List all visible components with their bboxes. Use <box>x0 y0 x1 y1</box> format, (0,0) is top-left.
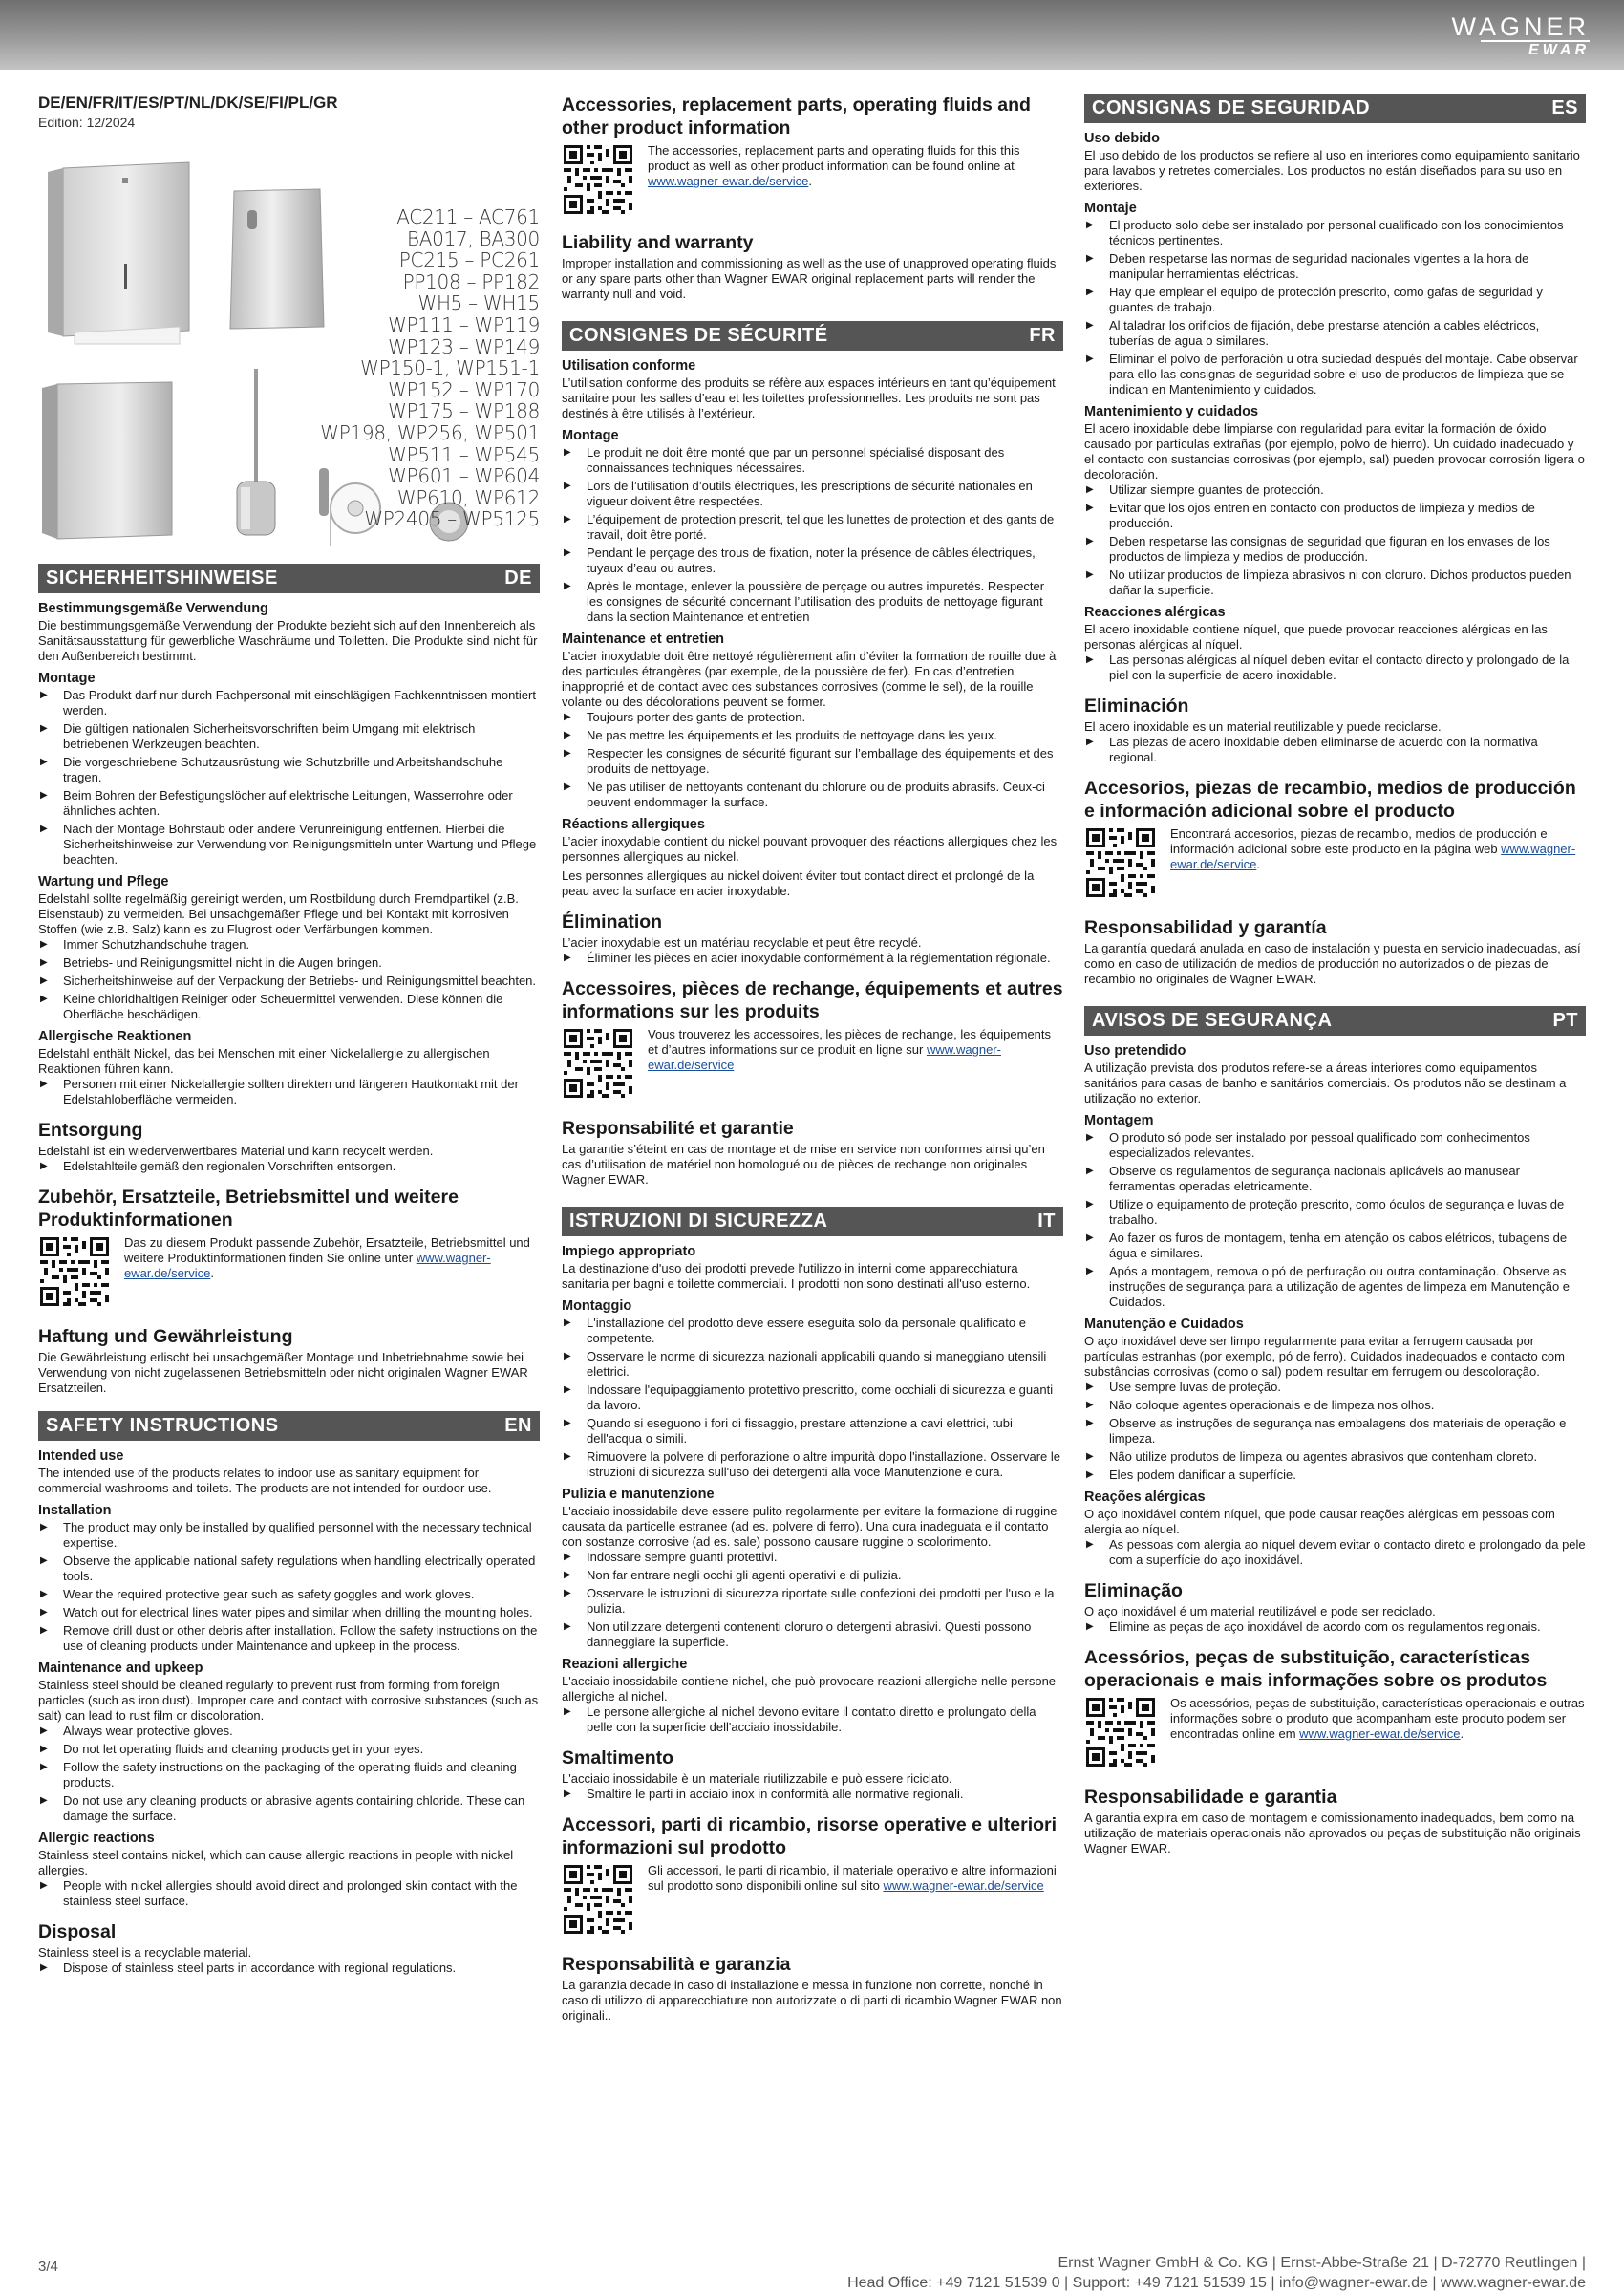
heading-allergy-en: Allergic reactions <box>38 1831 155 1846</box>
company-info <box>847 2253 1586 2293</box>
heading-accessories-es: Accesorios, piezas de recambio, medios de producción e información adicional sobre el producto <box>1084 778 1576 822</box>
list-item: ▶ Las piezas de acero inoxidable deben eliminarse de acuerdo con la normativa regional. <box>1084 735 1586 765</box>
logo-subwordmark: EWAR <box>1481 40 1590 59</box>
text-accessories-pt: Os acessórios, peças de substituição, características operacionais e outras informações sobre o produto que acompanham este produto podem ser encontradas online em www.wagner-ewar.de/service. <box>1170 1696 1585 1741</box>
heading-maintenance-it: Pulizia e manutenzione <box>562 1487 715 1502</box>
wagner-ewar-logo <box>1452 13 1591 59</box>
list-item: ▶ L’équipement de protection prescrit, tel que les lunettes de protection et des gants de travail, doit être porté. <box>562 512 1063 543</box>
heading-installation-fr: Montage <box>562 428 619 443</box>
heading-disposal-en: Disposal <box>38 1921 117 1942</box>
list-allergy-en <box>38 1878 540 1909</box>
service-block-pt <box>1084 1696 1586 1768</box>
list-item: ▶ Nach der Montage Bohrstaub oder andere Verunreinigung entfernen. Hierbei die Sicherheitshinweise zur Verwendung von Reinigungsmitteln unter Wartung und Pflege beachten. <box>38 822 540 868</box>
text-allergy-es: El acero inoxidable contiene níquel, que puede provocar reacciones alérgicas en las personas alérgicas al níquel. <box>1084 622 1548 652</box>
list-item: ▶ O produto só pode ser instalado por pessoal qualificado com conhecimentos especializados relevantes. <box>1084 1130 1586 1161</box>
list-installation-en <box>38 1520 540 1654</box>
list-item: ▶ Após a montagem, remova o pó de perfuração ou outra contaminação. Observe as instruções de segurança para a utilização de agentes de limpeza em Manutenção e Cuidados. <box>1084 1264 1586 1310</box>
model-number: WP601 – WP604 <box>388 464 540 488</box>
model-number: BA017, BA300 <box>406 226 540 250</box>
text-disposal-es: El acero inoxidable es un material reutilizable y puede reciclarse. <box>1084 719 1442 734</box>
list-item: ▶ People with nickel allergies should avoid direct and prolonged skin contact with the stainless steel surface. <box>38 1878 540 1909</box>
text-disposal-it: L'acciaio inossidabile è un materiale riutilizzabile e può essere riciclato. <box>562 1771 952 1786</box>
list-installation-fr <box>562 445 1063 625</box>
text-disposal-de: Edelstahl ist ein wiederverwertbares Material und kann recycelt werden. <box>38 1144 434 1158</box>
heading-disposal-fr: Élimination <box>562 911 663 932</box>
heading-maintenance-fr: Maintenance et entretien <box>562 632 725 647</box>
heading-liability-it: Responsabilità e garanzia <box>562 1954 791 1975</box>
list-item: ▶ Immer Schutzhandschuhe tragen. <box>38 937 540 953</box>
text-liability-pt: A garantia expira em caso de montagem e comissionamento inadequados, bem como na utilização de materiais operacionais não aprovados ou peças de substituição não originais Wagner EWAR. <box>1084 1811 1581 1855</box>
list-item: ▶ Rimuovere la polvere di perforazione o altre impurità dopo l'installazione. Osservare le istruzioni di sicurezza sull'uso dei detergenti alla voce Manutenzione e cura. <box>562 1449 1063 1480</box>
qr-code-icon[interactable] <box>562 1027 634 1100</box>
model-number: WP175 – WP188 <box>388 399 540 423</box>
service-link-it[interactable]: www.wagner-ewar.de/service <box>883 1878 1044 1893</box>
text-accessories-es: Encontrará accesorios, piezas de recambio, medios de producción e información adicional sobre este producto en la página web www.wagner-ewar.de/service. <box>1170 826 1576 871</box>
wall-cabinet-image <box>38 378 177 541</box>
text-liability-de: Die Gewährleistung erlischt bei unsachgemäßer Montage und Inbetriebnahme sowie bei Verwendung von nicht zugelassenen Betriebsmitteln oder nicht originalen Wagner EWAR Ersatzteilen. <box>38 1350 528 1395</box>
list-item: ▶ The product may only be installed by qualified personnel with the necessary technical expertise. <box>38 1520 540 1551</box>
text-accessories-it: Gli accessori, le parti di ricambio, il materiale operativo e altre informazioni sul prodotto sono disponibili online sul sito www.wagner-ewar.de/service <box>648 1863 1057 1893</box>
column-left <box>38 94 540 1979</box>
heading-liability-pt: Responsabilidade e garantia <box>1084 1787 1337 1808</box>
product-images <box>38 139 540 550</box>
model-number: WP123 – WP149 <box>388 334 540 358</box>
list-item: ▶ Remove drill dust or other debris after installation. Follow the safety instructions on the use of cleaning products under Maintenance and upkeep in the process. <box>38 1623 540 1654</box>
text-disposal-pt: O aço inoxidável é um material reutilizável e pode ser reciclado. <box>1084 1604 1436 1618</box>
list-item: ▶ Osservare le norme di sicurezza nazionali applicabili quando si maneggiano utensili elettrici. <box>562 1349 1063 1380</box>
text-intended-use-it: La destinazione d'uso dei prodotti prevede l'utilizzo in interni come apparecchiatura sanitaria per bagni e toilette commerciali. I prodotti non sono destinati all'uso esterno. <box>562 1261 1031 1291</box>
list-item: ▶ Betriebs- und Reinigungsmittel nicht in die Augen bringen. <box>38 955 540 971</box>
list-item: ▶ Keine chloridhaltigen Reiniger oder Scheuermittel verwenden. Diese können die Oberfläche beschädigen. <box>38 992 540 1022</box>
service-link-de[interactable]: www.wagner-ewar.de/service <box>124 1251 491 1280</box>
model-number: WH5 – WH15 <box>417 291 540 315</box>
model-number: WP198, WP256, WP501 <box>320 420 540 444</box>
list-disposal-it <box>562 1787 1063 1802</box>
heading-accessories-de: Zubehör, Ersatzteile, Betriebsmittel und weitere Produktinformationen <box>38 1187 459 1231</box>
list-item: ▶ Use sempre luvas de proteção. <box>1084 1380 1586 1395</box>
list-item: ▶ Always wear protective gloves. <box>38 1724 540 1739</box>
heading-liability-fr: Responsabilité et garantie <box>562 1118 794 1139</box>
text-liability-it: La garanzia decade in caso di installazione e messa in funzione non corrette, nonché in caso di utilizzo di apparecchiature non autorizzate o di parti di ricambio Wagner EWAR non originali.. <box>562 1978 1062 2023</box>
heading-intended-use-en: Intended use <box>38 1448 124 1464</box>
list-allergy-pt <box>1084 1537 1586 1568</box>
model-number: WP150-1, WP151-1 <box>360 356 540 380</box>
list-item: ▶ Observe as instruções de segurança nas embalagens dos materiais de operação e limpeza. <box>1084 1416 1586 1447</box>
list-item: ▶ Ne pas utiliser de nettoyants contenant du chlorure ou de produits abrasifs. Ceux-ci peuvent endommager la surface. <box>562 780 1063 810</box>
list-item: ▶ Utilize o equipamento de proteção prescrito, como óculos de segurança e luvas de trabalho. <box>1084 1197 1586 1228</box>
heading-intended-use-es: Uso debido <box>1084 131 1160 146</box>
heading-disposal-de: Entsorgung <box>38 1120 143 1141</box>
list-item: ▶ Le persone allergiche al nichel devono evitare il contatto diretto e prolungato della pelle con la superficie dell'acciaio inossidabile. <box>562 1704 1063 1735</box>
text-intended-use-de: Die bestimmungsgemäße Verwendung der Produkte bezieht sich auf den Innenbereich als Sanitätsausstattung für gewerbliche Waschräume und Toiletten. Die Produkte sind nicht für den Außenbereich bestimmt. <box>38 618 538 663</box>
text-intended-use-en: The intended use of the products relates to indoor use as sanitary equipment for commercial washrooms and toilets. The products are not intended for outdoor use. <box>38 1466 492 1495</box>
text-maintenance-es: El acero inoxidable debe limpiarse con regularidad para evitar la formación de óxido causado por partículas extrañas (por ejemplo, polvo de hierro). Un cuidado inadecuado y el contacto con sustancias corrosivas (por ejemplo, sal) pueden provocar corrosión ligera o decoloración. <box>1084 421 1585 482</box>
company-address: Ernst Wagner GmbH & Co. KG | Ernst-Abbe-Straße 21 | D-72770 Reutlingen | <box>1058 2255 1586 2271</box>
section-header-it: ISTRUZIONI DI SICUREZZA IT <box>562 1207 1063 1236</box>
text-maintenance-pt: O aço inoxidável deve ser limpo regularmente para evitar a ferrugem causada por partículas estranhas (por exemplo, pó de ferro). Cuidados inadequados e contacto com substâncias corrosivas (como o sal) podem resultar em ferrugem ou descoloração. <box>1084 1334 1565 1379</box>
section-header-es: CONSIGNAS DE SEGURIDAD ES <box>1084 94 1586 123</box>
text-liability-es: La garantía quedará anulada en caso de instalación y puesta en servicio inadecuadas, así como en caso de utilización de medios de producción no autorizados o de piezas de recambio no originales de Wagner EWAR. <box>1084 941 1581 986</box>
heading-installation-de: Montage <box>38 671 96 686</box>
list-item: ▶ Deben respetarse las consignas de seguridad que figuran en los envases de los productos de limpieza y medios de producción. <box>1084 534 1586 565</box>
text-intended-use-fr: L’utilisation conforme des produits se réfère aux espaces intérieurs en tant qu’équipement sanitaire pour les salles d’eau et les toilettes professionnelles. Les produits ne sont pas destinés à être utilisés à l’extérieur. <box>562 375 1056 420</box>
heading-intended-use-it: Impiego appropriato <box>562 1244 696 1259</box>
heading-liability-es: Responsabilidad y garantía <box>1084 917 1327 938</box>
heading-maintenance-pt: Manutenção e Cuidados <box>1084 1317 1244 1332</box>
model-number: WP152 – WP170 <box>388 377 540 401</box>
list-item: ▶ Indossare l'equipaggiamento protettivo prescritto, come occhiali di sicurezza e guanti da lavoro. <box>562 1382 1063 1413</box>
list-item: ▶ Éliminer les pièces en acier inoxydable conformément à la réglementation régionale. <box>562 951 1063 966</box>
list-installation-it <box>562 1316 1063 1480</box>
text-accessories-fr: Vous trouverez les accessoires, les pièces de rechange, les équipements et d’autres informations sur ce produit en ligne sur www.wagner-ewar.de/service <box>648 1027 1052 1072</box>
model-number: PP108 – PP182 <box>402 269 540 293</box>
heading-installation-es: Montaje <box>1084 201 1137 216</box>
list-maintenance-de <box>38 937 540 1022</box>
text-maintenance-en: Stainless steel should be cleaned regularly to prevent rust from forming from foreign particles (such as iron dust). Improper care and contact with corrosive substances (such as salt) can lead to rust film or discoloration. <box>38 1678 539 1723</box>
list-item: ▶ Do not let operating fluids and cleaning products get in your eyes. <box>38 1742 540 1757</box>
heading-accessories-pt: Acessórios, peças de substituição, características operacionais e mais informações sobre os produtos <box>1084 1647 1548 1691</box>
list-item: ▶ Quando si eseguono i fori di fissaggio, prestare attenzione a cavi elettrici, tubi dell'acqua o simili. <box>562 1416 1063 1447</box>
model-number: WP610, WP612 <box>396 485 540 509</box>
list-installation-es <box>1084 218 1586 397</box>
list-item: ▶ Après le montage, enlever la poussière de perçage ou autres impuretés. Respecter les consignes de sécurité concernant l’utilisation des produits de nettoyage figurant dans la section Maintenance et entretien <box>562 579 1063 625</box>
service-link-en[interactable]: www.wagner-ewar.de/service <box>648 174 809 188</box>
list-item: ▶ Lors de l’utilisation d’outils électriques, les prescriptions de sécurité nationales en vigueur doivent être respectées. <box>562 479 1063 509</box>
model-number: WP511 – WP545 <box>388 442 540 466</box>
list-item: ▶ Las personas alérgicas al níquel deben evitar el contacto directo y prolongado de la piel con la superficie de acero inoxidable. <box>1084 653 1586 683</box>
list-maintenance-pt <box>1084 1380 1586 1483</box>
text-liability-en: Improper installation and commissioning as well as the use of unapproved operating fluids or any spare parts other than Wagner EWAR original replacement parts will render the warranty null and void. <box>562 256 1057 301</box>
text-maintenance-de: Edelstahl sollte regelmäßig gereinigt werden, um Rostbildung durch Fremdpartikel (z.B. Eisenstaub) zu vermeiden. Bei unsachgemäßer Pflege und bei Kontakt mit korrosiven Stoffen (wie z.B. Salz) kann es zu Flugrost oder Verfärbungen kommen. <box>38 891 519 936</box>
text-maintenance-fr: L’acier inoxydable doit être nettoyé régulièrement afin d’éviter la formation de rouille due à des particules étrangères (par exemple, de la poussière de fer). En cas d’entretien inapproprié et de contact avec des substances corrosives (comme le sel), de la rouille volante ou des décolorations peuvent se former. <box>562 649 1057 709</box>
qr-code-icon[interactable] <box>562 1863 634 1936</box>
heading-installation-pt: Montagem <box>1084 1113 1154 1128</box>
list-item: ▶ Pendant le perçage des trous de fixation, noter la présence de câbles électriques, tuyaux d’eau ou autres. <box>562 546 1063 576</box>
list-item: ▶ Edelstahlteile gemäß den regionalen Vorschriften entsorgen. <box>38 1159 540 1174</box>
service-block-en <box>562 143 1063 216</box>
model-number: AC211 – AC761 <box>396 205 540 228</box>
list-item: ▶ Observe the applicable national safety regulations when handling electrically operated tools. <box>38 1554 540 1584</box>
qr-code-icon[interactable] <box>38 1235 111 1308</box>
column-right <box>1084 94 1586 1856</box>
list-item: ▶ Smaltire le parti in acciaio inox in conformità alle normative regionali. <box>562 1787 1063 1802</box>
list-item: ▶ Respecter les consignes de sécurité figurant sur l’emballage des équipements et des produits de nettoyage. <box>562 746 1063 777</box>
text-liability-fr: La garantie s’éteint en cas de montage et de mise en service non conformes ainsi qu’en cas d’utilisation de matériel non homologué ou de pièces de rechange non originales Wagner EWAR. <box>562 1142 1045 1187</box>
toilet-brush-holder-image <box>227 369 285 550</box>
text-maintenance-it: L'acciaio inossidabile deve essere pulito regolarmente per evitare la formazione di ruggine causata da particelle estranee (ad es. polvere di ferro). Una cura inadeguata e il contatto con sostanze corrosive (ad es. sale) possono causare ruggine o scolorimento. <box>562 1504 1058 1549</box>
section-header-de: SICHERHEITSHINWEISE DE <box>38 564 540 593</box>
list-disposal-es <box>1084 735 1586 765</box>
service-block-de <box>38 1235 540 1308</box>
model-number: WP111 – WP119 <box>388 312 540 336</box>
list-installation-pt <box>1084 1130 1586 1310</box>
list-item: ▶ Do not use any cleaning products or abrasive agents containing chloride. These can damage the surface. <box>38 1793 540 1824</box>
list-item: ▶ Não utilize produtos de limpeza ou agentes abrasivos que contenham cloreto. <box>1084 1449 1586 1465</box>
list-item: ▶ Deben respetarse las normas de seguridad nacionales vigentes a la hora de manipular herramientas eléctricas. <box>1084 251 1586 282</box>
list-item: ▶ Watch out for electrical lines water pipes and similar when drilling the mounting holes. <box>38 1605 540 1620</box>
heading-disposal-it: Smaltimento <box>562 1747 674 1768</box>
list-allergy-it <box>562 1704 1063 1735</box>
list-item: ▶ No utilizar productos de limpieza abrasivos ni con cloruro. Dichos productos pueden dañar la superficie. <box>1084 568 1586 598</box>
heading-intended-use-pt: Uso pretendido <box>1084 1043 1186 1059</box>
list-item: ▶ Wear the required protective gear such as safety goggles and work gloves. <box>38 1587 540 1602</box>
list-item: ▶ Beim Bohren der Befestigungslöcher auf elektrische Leitungen, Wasserrohre oder ähnliches achten. <box>38 788 540 819</box>
list-item: ▶ Indossare sempre guanti protettivi. <box>562 1550 1063 1565</box>
heading-allergy-fr: Réactions allergiques <box>562 817 705 832</box>
heading-maintenance-de: Wartung und Pflege <box>38 874 169 889</box>
list-item: ▶ Non far entrare negli occhi gli agenti operativi e di pulizia. <box>562 1568 1063 1583</box>
heading-accessories-it: Accessori, parti di ricambio, risorse operative e ulteriori informazioni sul prodotto <box>562 1814 1058 1858</box>
list-disposal-fr <box>562 951 1063 966</box>
list-item: ▶ Eles podem danificar a superfície. <box>1084 1468 1586 1483</box>
text-allergy-it: L'acciaio inossidabile contiene nichel, che può provocare reazioni allergiche nelle persone allergiche al nichel. <box>562 1674 1057 1704</box>
model-number: WP2405 – WP5125 <box>364 507 540 531</box>
list-item: ▶ Eliminar el polvo de perforación u otra suciedad después del montaje. Cabe observar para ello las consignas de seguridad sobre el uso de productos de limpieza que se indican en Mantenimiento y cuidados. <box>1084 352 1586 397</box>
text-allergy-pt: O aço inoxidável contém níquel, que pode causar reações alérgicas em pessoas com alergia ao níquel. <box>1084 1507 1555 1536</box>
paper-towel-dispenser-image <box>46 159 199 345</box>
list-item: ▶ Die vorgeschriebene Schutzausrüstung wie Schutzbrille und Arbeitshandschuhe tragen. <box>38 755 540 785</box>
list-maintenance-es <box>1084 482 1586 598</box>
heading-accessories-en: Accessories, replacement parts, operating fluids and other product information <box>562 95 1031 139</box>
service-link-pt[interactable]: www.wagner-ewar.de/service <box>1299 1726 1461 1741</box>
heading-accessories-fr: Accessoires, pièces de rechange, équipements et autres informations sur les produits <box>562 978 1063 1022</box>
text-allergy-en: Stainless steel contains nickel, which can cause allergic reactions in people with nickel allergies. <box>38 1848 514 1877</box>
list-allergy-es <box>1084 653 1586 683</box>
list-maintenance-it <box>562 1550 1063 1650</box>
list-installation-de <box>38 688 540 868</box>
heading-allergy-pt: Reações alérgicas <box>1084 1489 1206 1505</box>
heading-disposal-es: Eliminación <box>1084 696 1189 717</box>
list-maintenance-en <box>38 1724 540 1824</box>
list-item: ▶ Ne pas mettre les équipements et les produits de nettoyage dans les yeux. <box>562 728 1063 743</box>
column-middle <box>562 94 1063 2024</box>
service-link-fr[interactable]: www.wagner-ewar.de/service <box>648 1042 1001 1072</box>
heading-installation-it: Montaggio <box>562 1298 632 1314</box>
waste-bin-image <box>224 187 330 331</box>
list-item: ▶ Evitar que los ojos entren en contacto con productos de limpieza y medios de producción. <box>1084 501 1586 531</box>
list-item: ▶ Osservare le istruzioni di sicurezza riportate sulle confezioni dei prodotti per l'uso e la pulizia. <box>562 1586 1063 1617</box>
text-accessories-de: Das zu diesem Produkt passende Zubehör, Ersatzteile, Betriebsmittel und weitere Produktinformationen finden Sie online unter www.wagner-ewar.de/service. <box>124 1235 530 1280</box>
logo-wordmark: WAGNER <box>1451 12 1590 41</box>
heading-intended-use-de: Bestimmungsgemäße Verwendung <box>38 601 268 616</box>
company-contacts: Head Office: +49 7121 51539 0 | Support: +49 7121 51539 15 | info@wagner-ewar.de | www.wagner-ewar.de <box>847 2275 1586 2291</box>
text-accessories-en: The accessories, replacement parts and operating fluids for this this product as well as other product information can be found online at www.wagner-ewar.de/service. <box>648 143 1020 188</box>
list-item: ▶ Utilizar siempre guantes de protección. <box>1084 482 1586 498</box>
section-header-pt: AVISOS DE SEGURANÇA PT <box>1084 1006 1586 1036</box>
service-block-it <box>562 1863 1063 1936</box>
list-disposal-de <box>38 1159 540 1174</box>
list-item: ▶ Non utilizzare detergenti contenenti cloruro o detergenti abrasivi. Questi possono danneggiare la superficie. <box>562 1619 1063 1650</box>
text-allergy-2-fr: Les personnes allergiques au nickel doivent éviter tout contact direct et prolongé de la peau avec la surface en acier inoxydable. <box>562 868 1035 898</box>
service-block-es <box>1084 826 1586 899</box>
heading-intended-use-fr: Utilisation conforme <box>562 358 696 374</box>
list-item: ▶ Toujours porter des gants de protection. <box>562 710 1063 725</box>
list-item: ▶ El producto solo debe ser instalado por personal cualificado con los conocimientos técnicos pertinentes. <box>1084 218 1586 248</box>
qr-code-icon[interactable] <box>1084 1696 1157 1768</box>
list-item: ▶ Não coloque agentes operacionais e de limpeza nos olhos. <box>1084 1398 1586 1413</box>
text-allergy-fr: L’acier inoxydable contient du nickel pouvant provoquer des réactions allergiques chez les personnes allergiques au nickel. <box>562 834 1058 864</box>
heading-liability-de: Haftung und Gewährleistung <box>38 1326 293 1347</box>
list-disposal-en <box>38 1961 540 1976</box>
model-list <box>320 206 540 530</box>
text-disposal-en: Stainless steel is a recyclable material. <box>38 1945 252 1960</box>
text-intended-use-es: El uso debido de los productos se refiere al uso en interiores como equipamiento sanitario para lavabos y retretes comerciales. Los productos no están diseñados para su uso en exteriores. <box>1084 148 1580 193</box>
header-bar <box>0 0 1624 70</box>
list-item: ▶ Al taladrar los orificios de fijación, debe prestarse atención a cables eléctricos, tuberías de agua o similares. <box>1084 318 1586 349</box>
list-item: ▶ Sicherheitshinweise auf der Verpackung der Betriebs- und Reinigungsmittel beachten. <box>38 974 540 989</box>
list-item: ▶ Hay que emplear el equipo de protección prescrito, como gafas de seguridad y guantes de trabajo. <box>1084 285 1586 315</box>
list-item: ▶ As pessoas com alergia ao níquel devem evitar o contacto direto e prolongado da pele com a superfície do aço inoxidável. <box>1084 1537 1586 1568</box>
heading-installation-en: Installation <box>38 1503 112 1518</box>
list-allergy-de <box>38 1077 540 1107</box>
text-allergy-de: Edelstahl enthält Nickel, das bei Menschen mit einer Nickelallergie zu allergischen Reaktionen führen kann. <box>38 1046 490 1076</box>
list-item: ▶ Personen mit einer Nickelallergie sollten direkten und längeren Hautkontakt mit der Edelstahloberfläche vermeiden. <box>38 1077 540 1107</box>
list-item: ▶ Le produit ne doit être monté que par un personnel spécialisé disposant des connaissances techniques nécessaires. <box>562 445 1063 476</box>
edition: Edition: 12/2024 <box>38 115 136 130</box>
heading-maintenance-en: Maintenance and upkeep <box>38 1661 203 1676</box>
heading-allergy-de: Allergische Reaktionen <box>38 1029 192 1044</box>
list-disposal-pt <box>1084 1619 1586 1635</box>
list-item: ▶ L'installazione del prodotto deve essere eseguita solo da personale qualificato e competente. <box>562 1316 1063 1346</box>
list-item: ▶ Die gültigen nationalen Sicherheitsvorschriften beim Umgang mit elektrisch betriebenen Werkzeugen beachten. <box>38 721 540 752</box>
heading-disposal-pt: Eliminação <box>1084 1580 1183 1601</box>
list-item: ▶ Ao fazer os furos de montagem, tenha em atenção os cabos elétricos, tubagens de água e similares. <box>1084 1231 1586 1261</box>
language-codes: DE/EN/FR/IT/ES/PT/NL/DK/SE/FI/PL/GR <box>38 94 338 112</box>
qr-code-icon[interactable] <box>562 143 634 216</box>
text-disposal-fr: L’acier inoxydable est un matériau recyclable et peut être recyclé. <box>562 935 922 950</box>
list-item: ▶ Elimine as peças de aço inoxidável de acordo com os regulamentos regionais. <box>1084 1619 1586 1635</box>
list-maintenance-fr <box>562 710 1063 810</box>
service-link-es[interactable]: www.wagner-ewar.de/service <box>1170 842 1576 871</box>
section-header-fr: CONSIGNES DE SÉCURITÉ FR <box>562 321 1063 351</box>
service-block-fr <box>562 1027 1063 1100</box>
list-item: ▶ Dispose of stainless steel parts in accordance with regional regulations. <box>38 1961 540 1976</box>
list-item: ▶ Das Produkt darf nur durch Fachpersonal mit einschlägigen Fachkenntnissen montiert werden. <box>38 688 540 718</box>
list-item: ▶ Follow the safety instructions on the packaging of the operating fluids and cleaning products. <box>38 1760 540 1790</box>
model-number: PC215 – PC261 <box>398 248 540 272</box>
heading-liability-en: Liability and warranty <box>562 232 754 253</box>
section-header-en: SAFETY INSTRUCTIONS EN <box>38 1411 540 1441</box>
heading-allergy-it: Reazioni allergiche <box>562 1657 688 1672</box>
heading-maintenance-es: Mantenimiento y cuidados <box>1084 404 1259 419</box>
qr-code-icon[interactable] <box>1084 826 1157 899</box>
page-number: 3/4 <box>38 2259 58 2275</box>
list-item: ▶ Observe os regulamentos de segurança nacionais aplicáveis ao manusear ferramentas operadas eletricamente. <box>1084 1164 1586 1194</box>
text-intended-use-pt: A utilização prevista dos produtos refere-se a áreas interiores como equipamentos sanitários para casas de banho e sanitários comerciais. Os produtos não se destinam a utilização no exterior. <box>1084 1061 1567 1105</box>
heading-allergy-es: Reacciones alérgicas <box>1084 605 1226 620</box>
